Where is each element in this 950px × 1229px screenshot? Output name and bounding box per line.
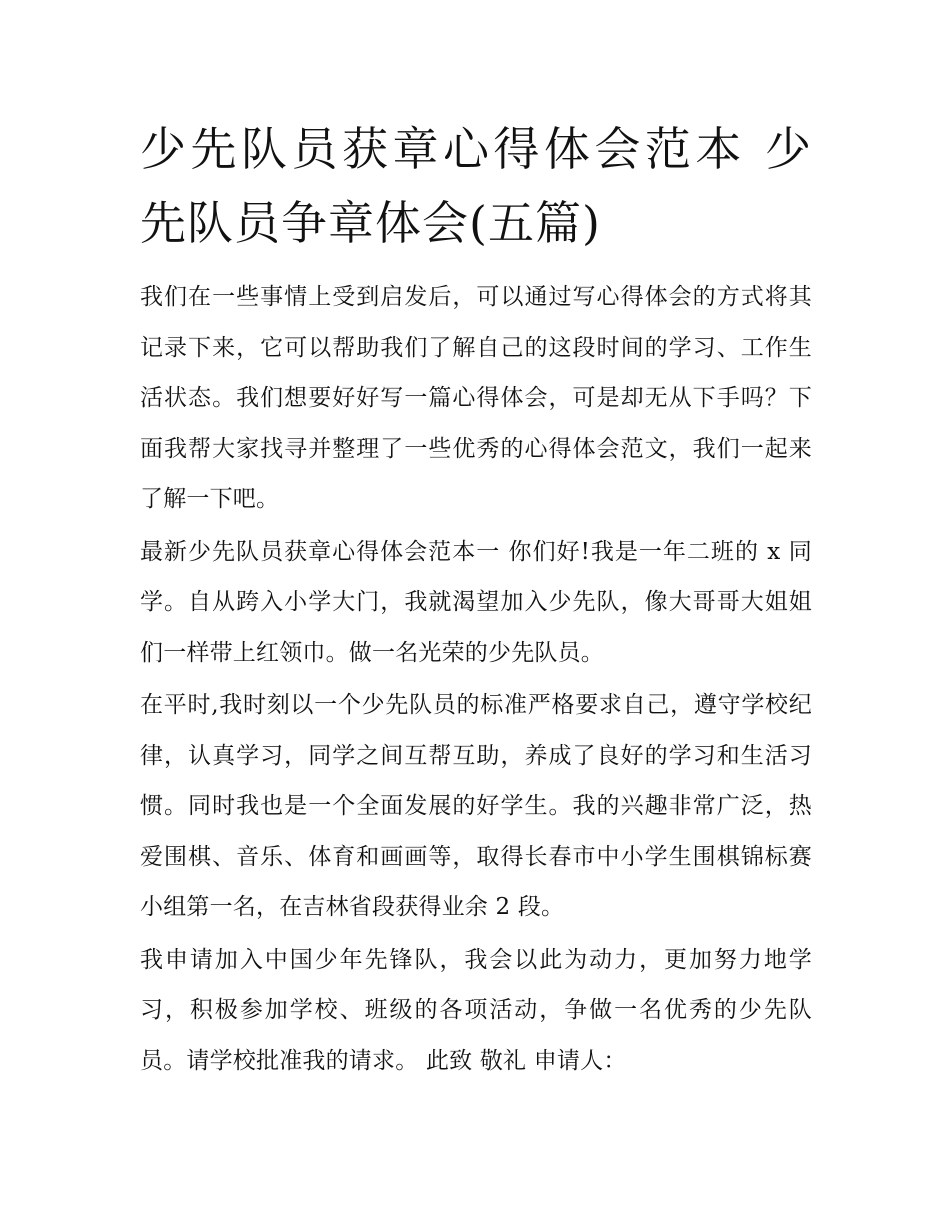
paragraph-daily-conduct: 在平时,我时刻以一个少先队员的标准严格要求自己，遵守学校纪律，认真学习，同学之间互帮互助，养成了良好的学习和生活习惯。同时我也是一个全面发展的好学生。我的兴趣非常广泛，热爱围棋、音乐、体育和画画等，取得长春市中小学生围棋锦标赛小组第一名，在吉林省段获得业余 2 段。 xyxy=(140,692,812,920)
paragraph-sample-one: 最新少先队员获章心得体会范本一 你们好!我是一年二班的 x 同学。自从跨入小学大门，我就渴望加入少先队，像大哥哥大姐姐们一样带上红领巾。做一名光荣的少先队员。 xyxy=(140,538,812,666)
document-title: 少先队员获章心得体会范本 少先队员争章体会(五篇) xyxy=(140,122,812,250)
document-body xyxy=(140,112,812,1088)
paragraph-intro: 我们在一些事情上受到启发后，可以通过写心得体会的方式将其记录下来，它可以帮助我们了解自己的这段时间的学习、工作生活状态。我们想要好好写一篇心得体会，可是却无从下手吗？下面我帮大家找寻并整理了一些优秀的心得体会范文，我们一起来了解一下吧。 xyxy=(140,284,812,512)
paragraph-application: 我申请加入中国少年先锋队，我会以此为动力，更加努力地学习，积极参加学校、班级的各项活动，争做一名优秀的少先队员。请学校批准我的请求。 此致 敬礼 申请人： xyxy=(140,946,812,1074)
